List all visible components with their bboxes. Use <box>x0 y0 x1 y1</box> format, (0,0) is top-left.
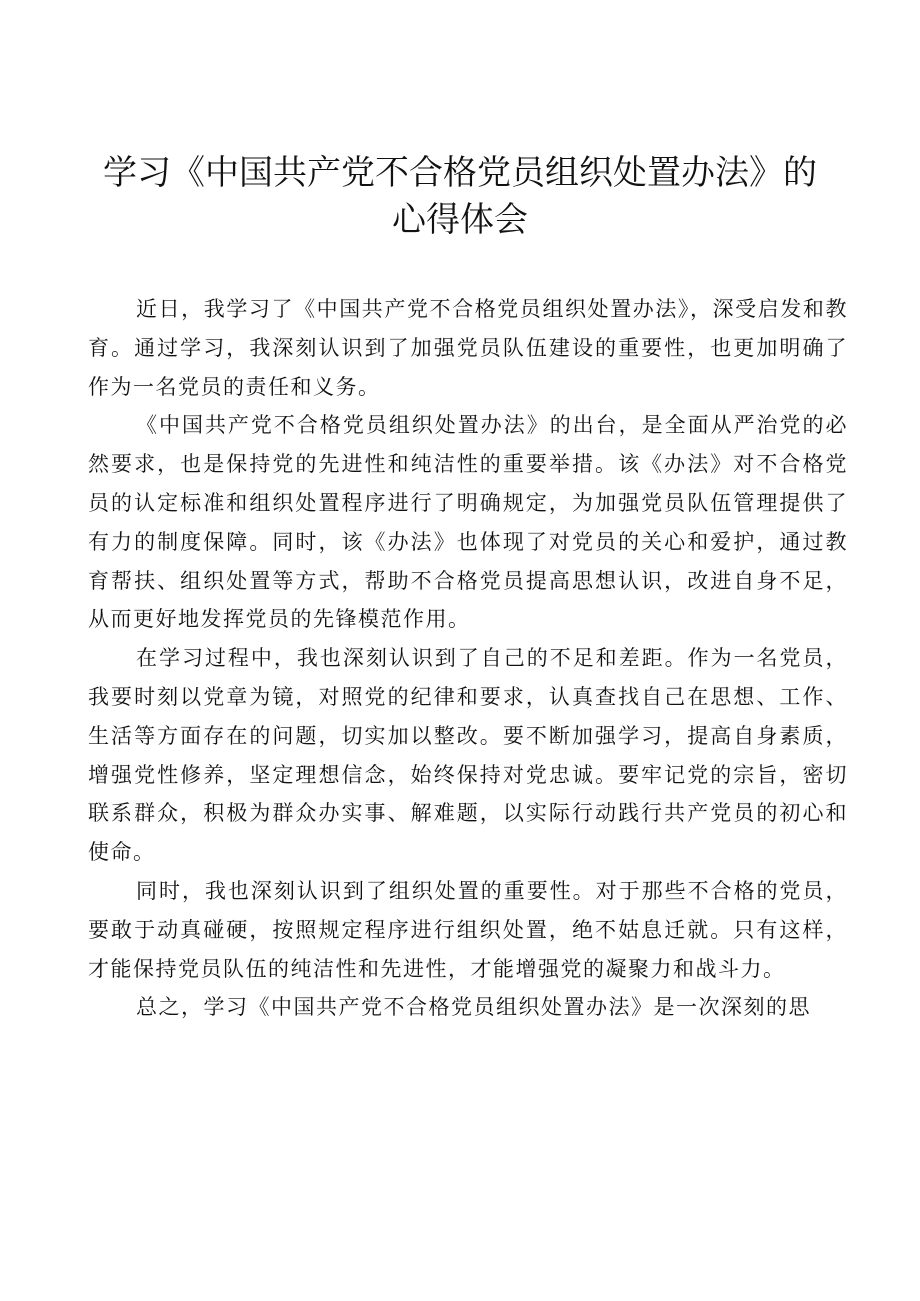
paragraph-1: 近日，我学习了《中国共产党不合格党员组织处置办法》，深受启发和教育。通过学习，我深刻认识到了加强党员队伍建设的重要性，也更加明确了作为一名党员的责任和义务。 <box>88 297 848 399</box>
paragraph-3: 在学习过程中，我也深刻认识到了自己的不足和差距。作为一名党员，我要时刻以党章为镜，对照党的纪律和要求，认真查找自己在思想、工作、生活等方面存在的问题，切实加以整改。要不断加强学习，提高自身素质，增强党性修养，坚定理想信念，始终保持对党忠诚。要牢记党的宗旨，密切联系群众，积极为群众办实事、解难题，以实际行动践行共产党员的初心和使命。 <box>88 646 848 865</box>
paragraph-2: 《中国共产党不合格党员组织处置办法》的出台，是全面从严治党的必然要求，也是保持党的先进性和纯洁性的重要举措。该《办法》对不合格党员的认定标准和组织处置程序进行了明确规定，为加强党员队伍管理提供了有力的制度保障。同时，该《办法》也体现了对党员的关心和爱护，通过教育帮扶、组织处置等方式，帮助不合格党员提高思想认识，改进自身不足，从而更好地发挥党员的先锋模范作用。 <box>88 413 848 632</box>
paragraph-4: 同时，我也深刻认识到了组织处置的重要性。对于那些不合格的党员，要敢于动真碰硬，按照规定程序进行组织处置，绝不姑息迁就。只有这样，才能保持党员队伍的纯洁性和先进性，才能增强党的凝聚力和战斗力。 <box>88 878 848 981</box>
document-title-line-1: 学习《中国共产党不合格党员组织处置办法》的 <box>103 153 817 193</box>
document-body <box>88 290 848 1027</box>
paragraph-5: 总之，学习《中国共产党不合格党员组织处置办法》是一次深刻的思 <box>136 995 811 1020</box>
document-title-line-2: 心得体会 <box>392 200 528 240</box>
